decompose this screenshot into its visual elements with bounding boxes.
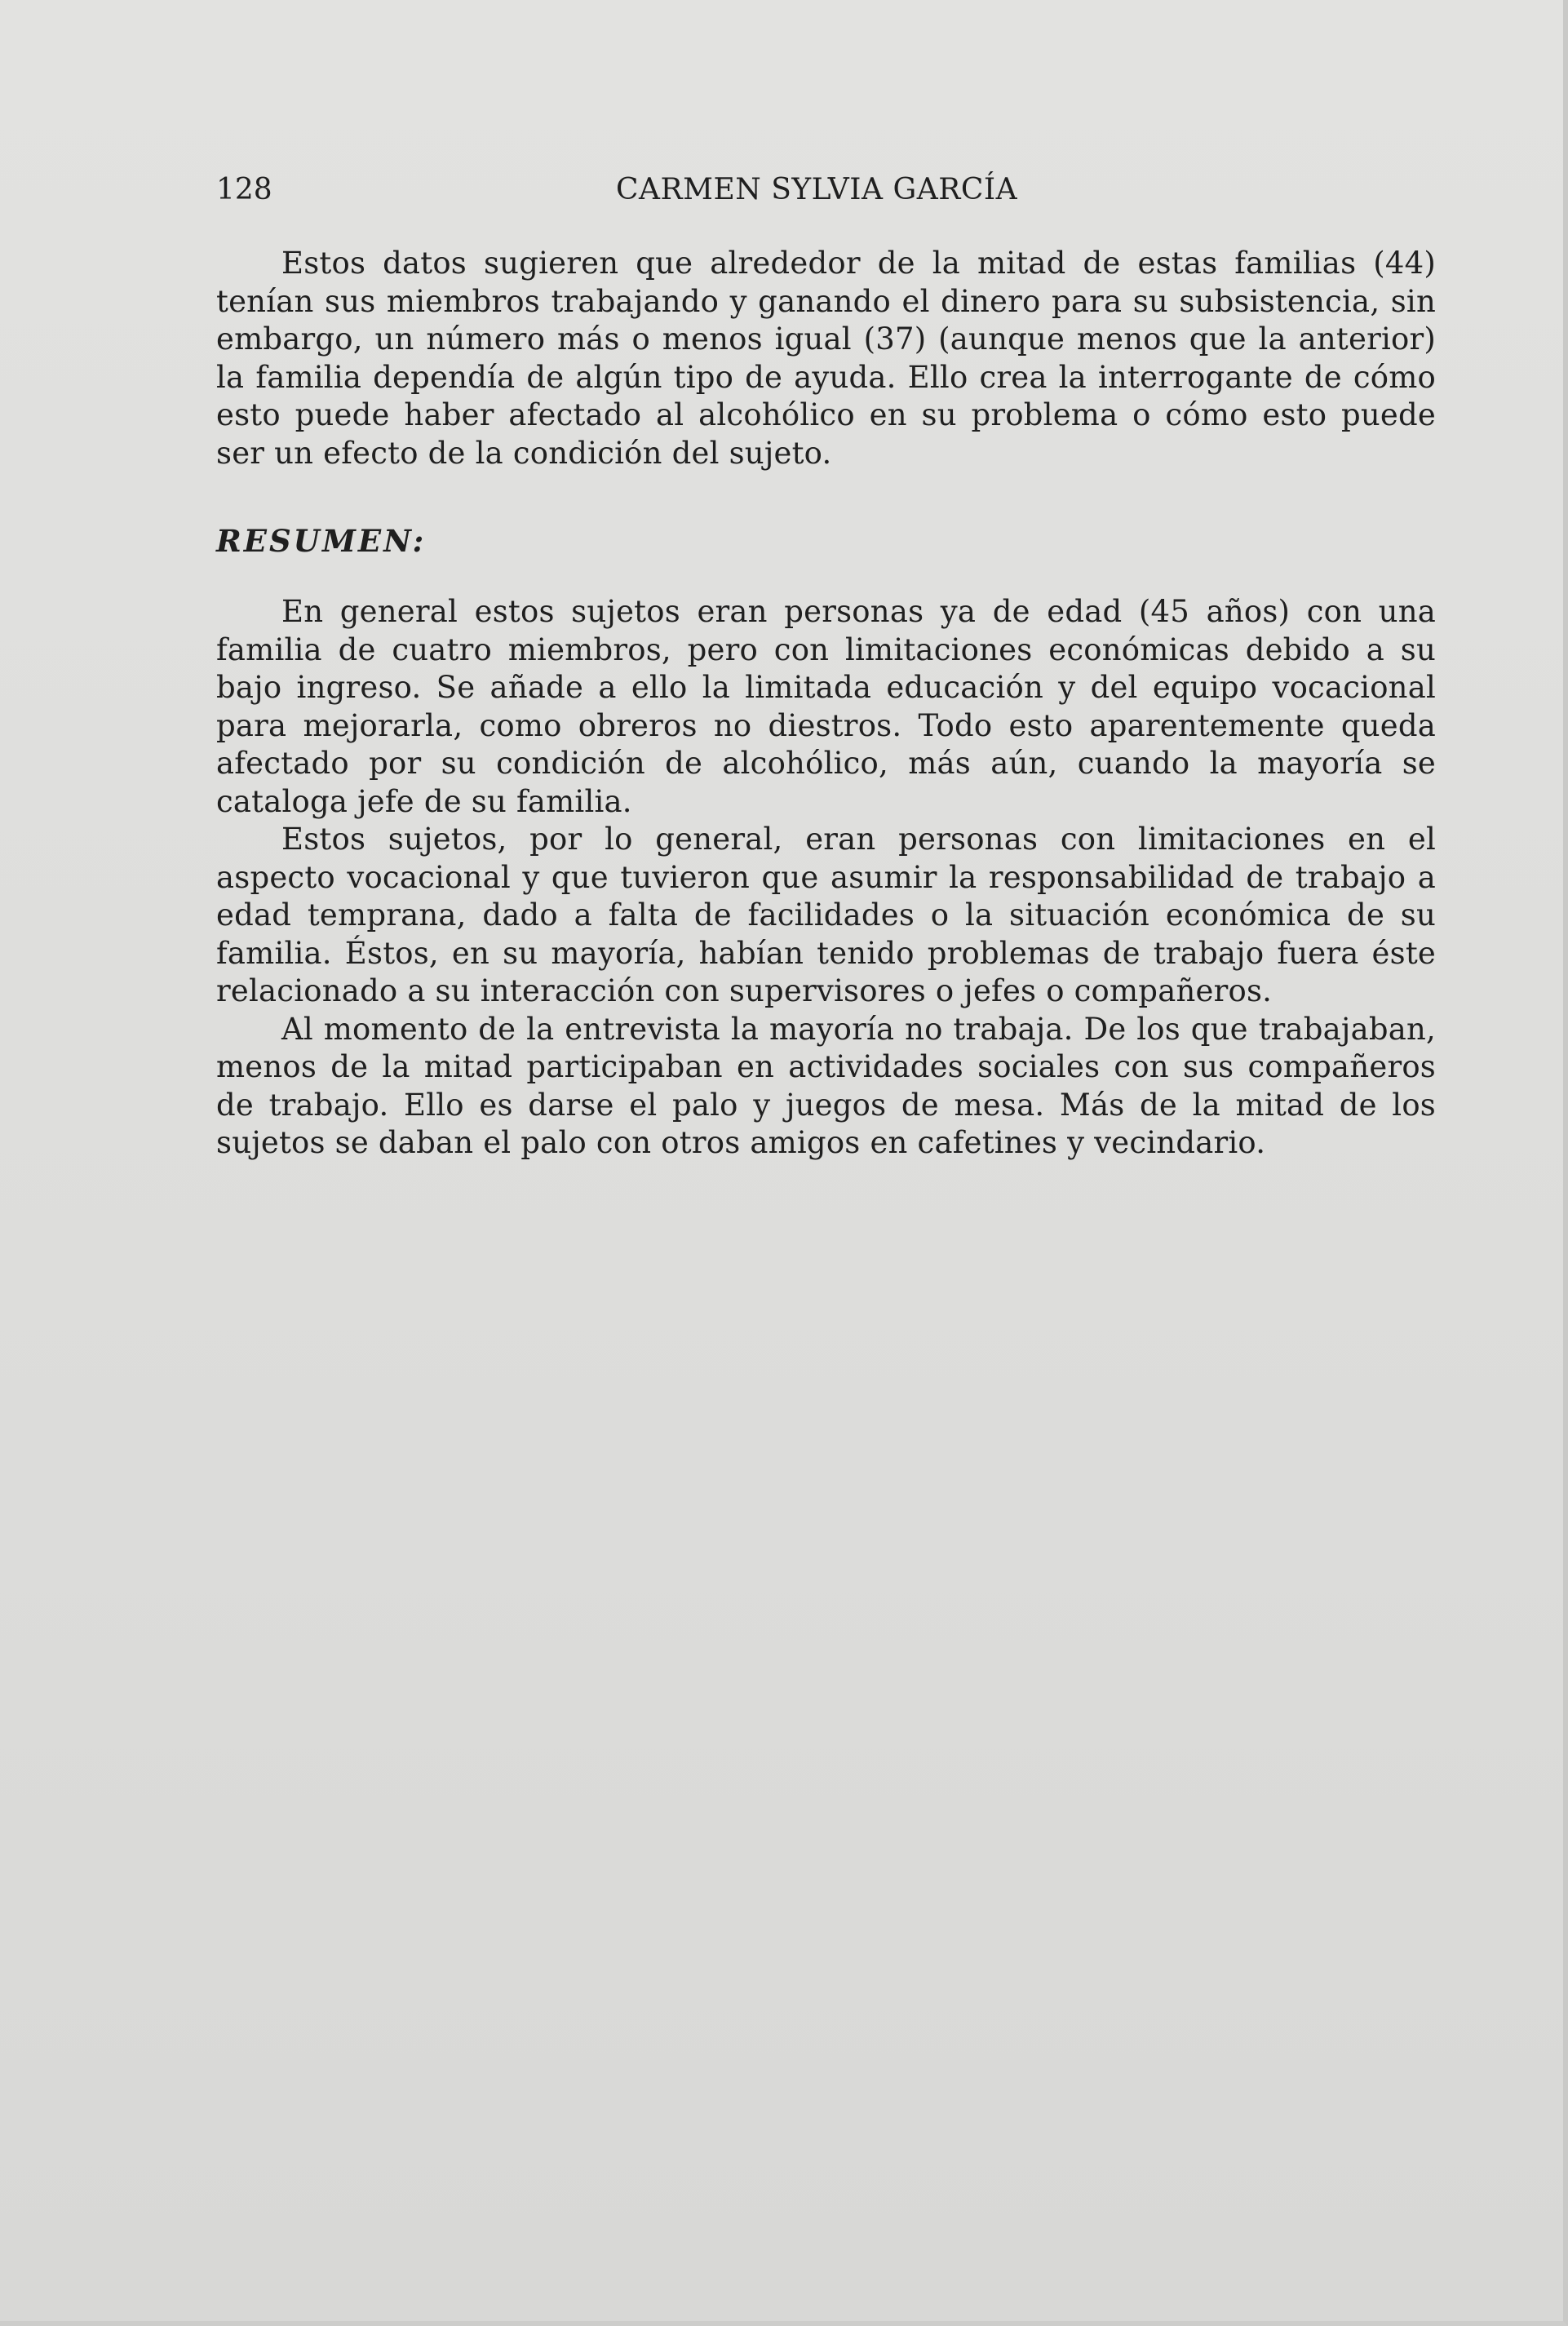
body-paragraph: Estos sujetos, por lo general, eran personas con limitaciones en el aspecto vocacional y que tuvieron que asumir la responsabilidad de trabajo a edad temprana, dado a falta de facilidades o la situación económica de su familia. Éstos, en su mayoría, habían tenido problemas de trabajo fuera éste relacionado a su interacción con supervisores o jefes o compañeros. bbox=[216, 822, 1436, 1008]
page-number: 128 bbox=[216, 173, 272, 206]
body-paragraph: Al momento de la entrevista la mayoría no trabaja. De los que trabajaban, menos de la mitad participaban en actividades sociales con sus compañeros de trabajo. Ello es darse el palo y juegos de mesa. Más de la mitad de los sujetos se daban el palo con otros amigos en cafetines y vecindario. bbox=[216, 1011, 1436, 1160]
running-header bbox=[216, 173, 1436, 214]
text-section-summary bbox=[216, 593, 1436, 1163]
section-heading-wrapper bbox=[216, 522, 1436, 560]
body-paragraph: Estos datos sugieren que alrededor de la mitad de estas familias (44) tenían sus miembros trabajando y ganando el dinero para su subsistencia, sin embargo, un número más o menos igual (37) (aunque menos que la anterior) la familia dependía de algún tipo de ayuda. Ello crea la interrogante de cómo esto puede haber afectado al alcohólico en su problema o cómo esto puede ser un efecto de la condición del sujeto. bbox=[216, 246, 1436, 471]
author-name: CARMEN SYLVIA GARCÍA bbox=[616, 173, 1018, 206]
text-section-intro bbox=[216, 245, 1436, 472]
body-paragraph: En general estos sujetos eran personas ya de edad (45 años) con una familia de cuatro miembros, pero con limitaciones económicas debido a su bajo ingreso. Se añade a ello la limitada educación y del equipo vocacional para mejorarla, como obreros no diestros. Todo esto aparentemente queda afectado por su condición de alcohólico, más aún, cuando la mayoría se cataloga jefe de su familia. bbox=[216, 594, 1436, 819]
section-heading: RESUMEN: bbox=[216, 523, 427, 559]
